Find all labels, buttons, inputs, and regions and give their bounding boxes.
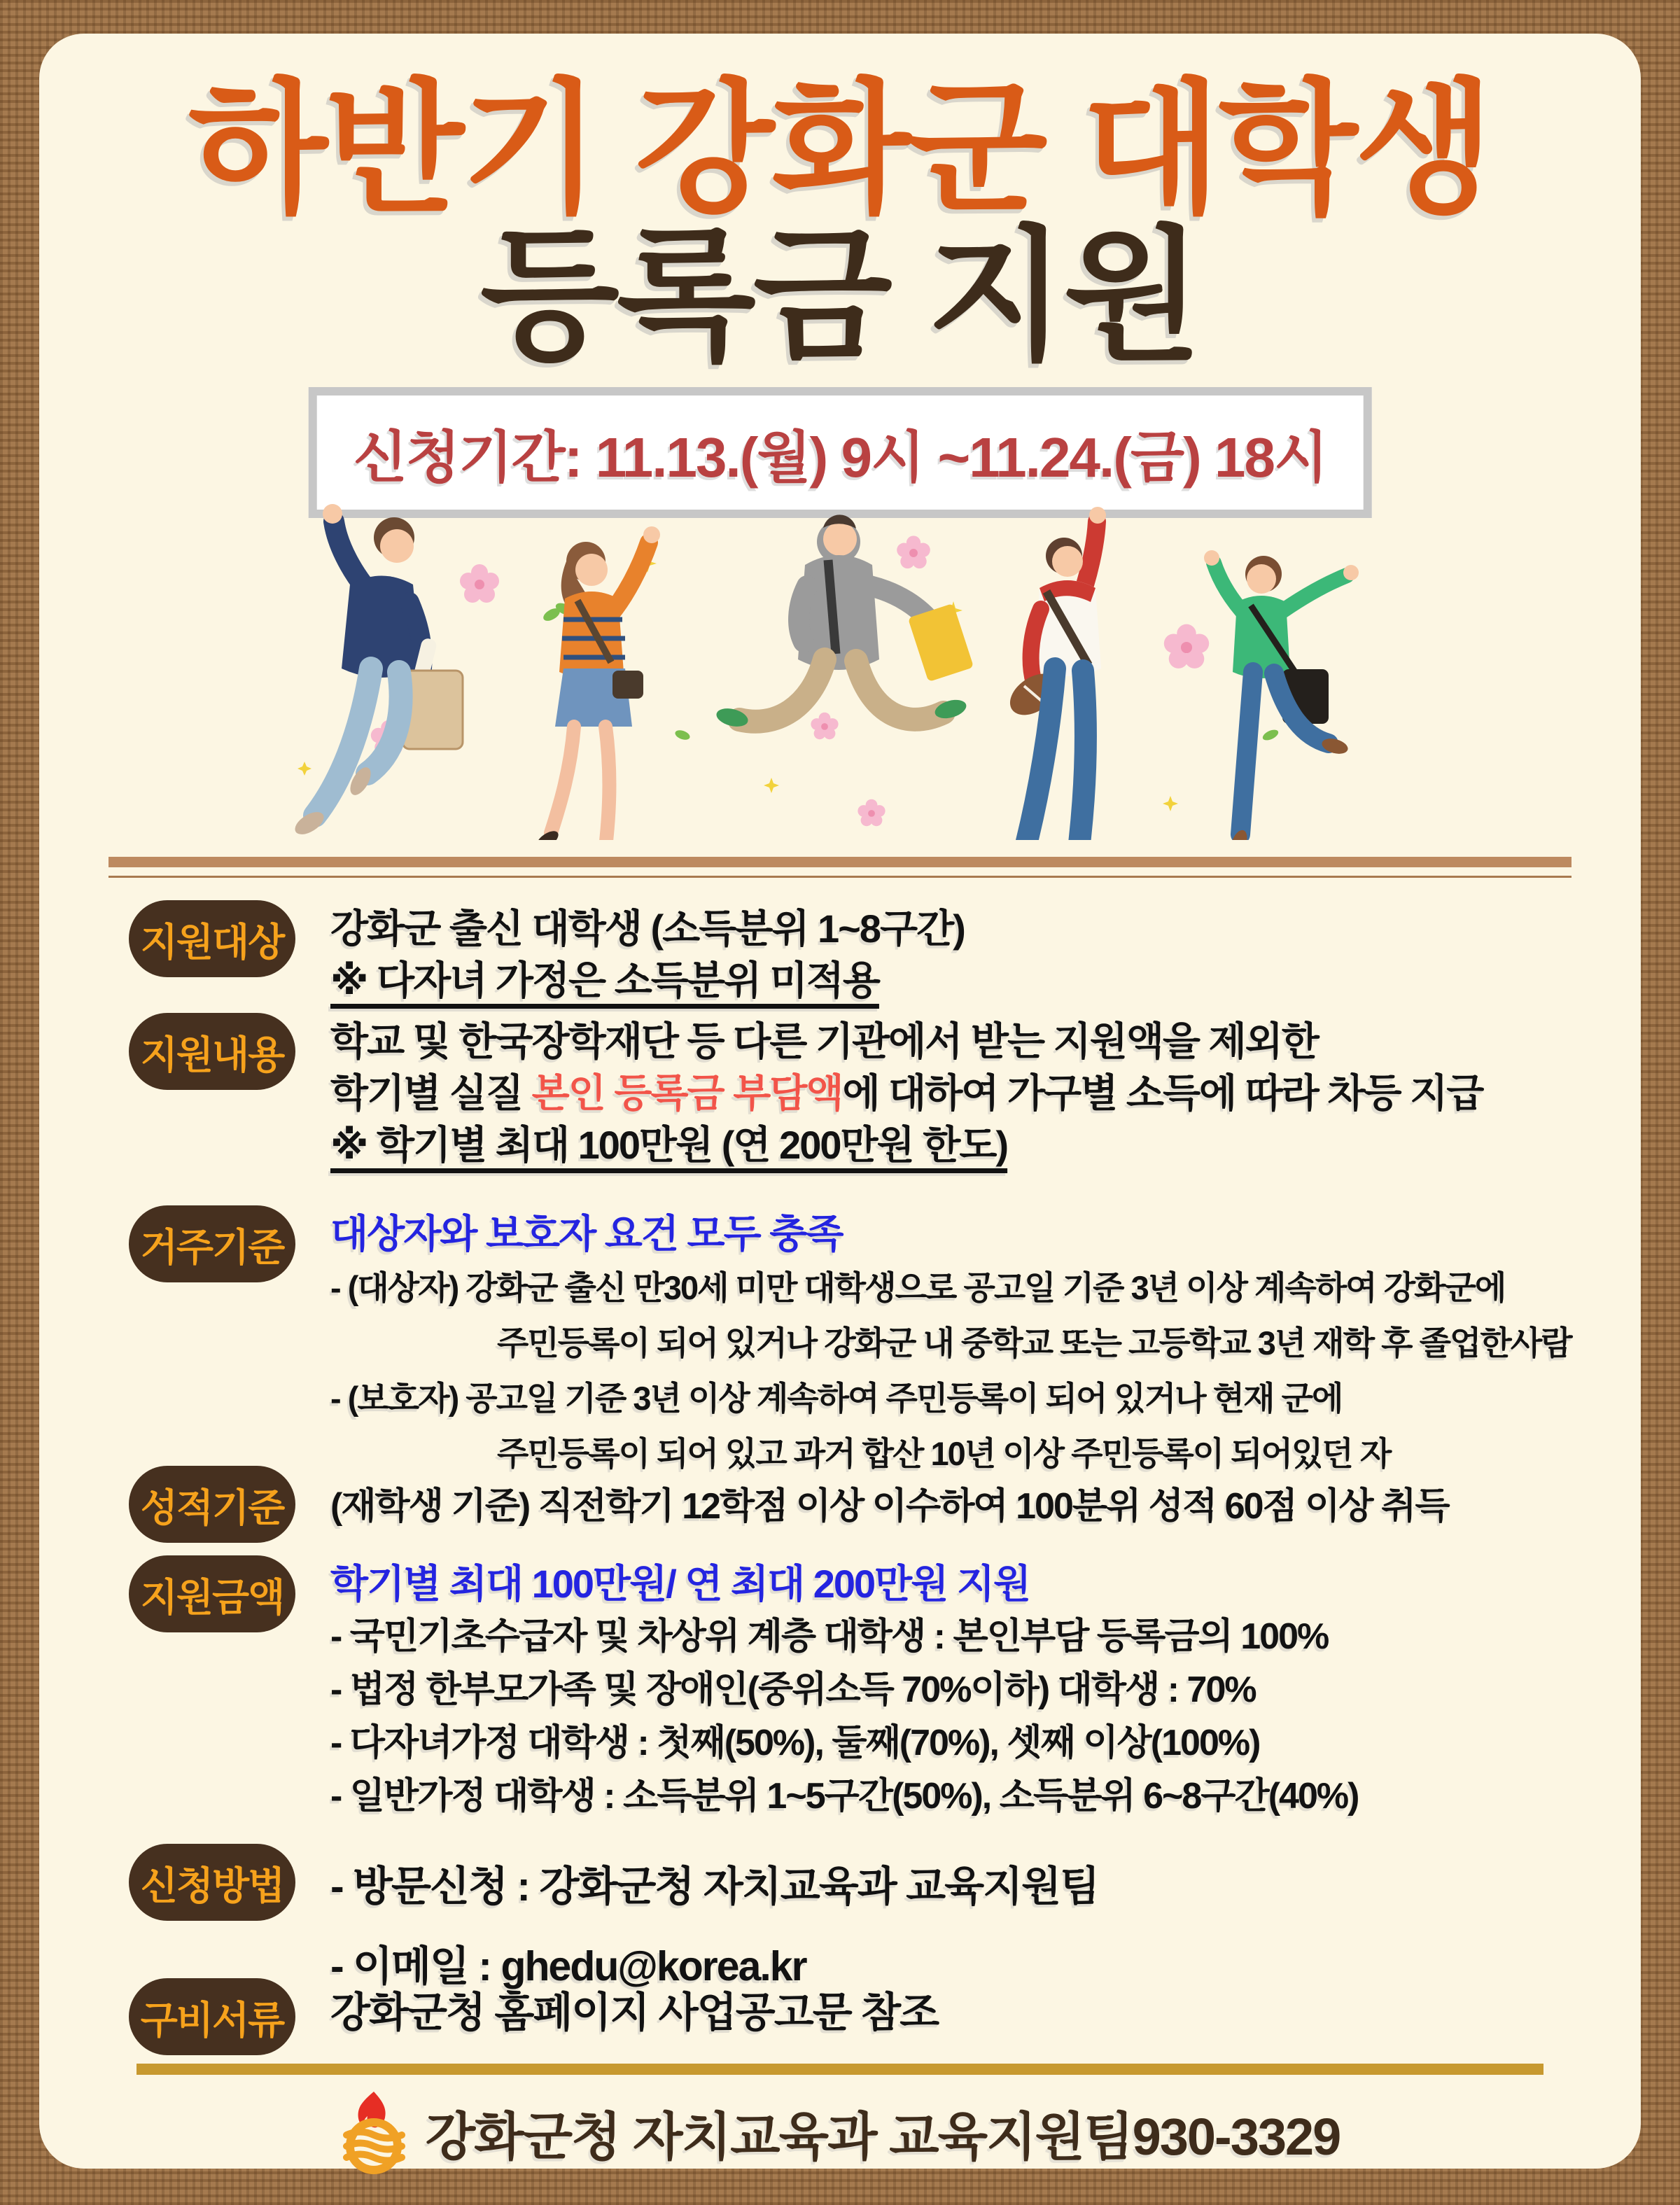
flower-icon (460, 564, 499, 603)
student-figure (1204, 550, 1359, 840)
benefits-line-post: 에 대하여 가구별 소득에 따라 차등 지급 (842, 1071, 1483, 1115)
section-documents (129, 1974, 938, 2055)
flower-icon (897, 536, 930, 568)
apply-badge: 신청방법 (129, 1844, 295, 1921)
section-amount (129, 1551, 1358, 1823)
benefits-line: 학교 및 한국장학재단 등 다른 기관에서 받는 지원액을 제외한 (330, 1019, 1318, 1063)
section-grades (129, 1462, 1449, 1543)
ganghwa-county-logo-icon (340, 2090, 407, 2176)
documents-line: 강화군청 홈페이지 사업공고문 참조 (330, 1989, 939, 2036)
section-benefits (129, 1009, 1483, 1171)
amount-line: - 일반가정 대학생 : 소득분위 1~5구간(50%), 소득분위 6~8구간(40%) (330, 1776, 1359, 1816)
poster-title-line2: 등록금 지원 (479, 216, 1200, 377)
student-figure (291, 504, 463, 839)
benefits-line-red: 본인 등록금 부담액 (531, 1071, 843, 1115)
apply-line: - 방문신청 : 강화군청 자치교육과 교육지원팀 (330, 1863, 1099, 1910)
grades-badge: 성적기준 (129, 1466, 295, 1543)
section-eligibility (129, 896, 965, 1007)
footer-divider (136, 2064, 1544, 2075)
residency-line: - (대상자) 강화군 출신 만30세 미만 대학생으로 공고일 기준 3년 이상 계속하여 강화군에 (330, 1269, 1506, 1306)
eligibility-badge: 지원대상 (129, 900, 295, 977)
amount-line: - 국민기초수급자 및 차상위 계층 대학생 : 본인부담 등록금의 100% (330, 1616, 1329, 1657)
poster-card (39, 34, 1641, 2169)
residency-line: 주민등록이 되어 있고 과거 합산 10년 이상 주민등록이 되어있던 자 (497, 1435, 1391, 1472)
amount-line: - 법정 한부모가족 및 장애인(중위소득 70%이하) 대학생 : 70% (330, 1670, 1256, 1710)
poster-title-line1: 하반기 강화군 대학생 (188, 69, 1492, 230)
documents-badge: 구비서류 (129, 1978, 295, 2055)
benefits-badge: 지원내용 (129, 1013, 295, 1090)
student-figure (1002, 507, 1106, 840)
amount-heading: 학기별 최대 100만원/ 연 최대 200만원 지원 (330, 1562, 1030, 1606)
grades-line: (재학생 기준) 직전학기 12학점 이상 이수하여 100분위 성적 60점 이상 취득 (330, 1486, 1449, 1527)
residency-heading: 대상자와 보호자 요건 모두 충족 (330, 1212, 843, 1256)
eligibility-line: 강화군 출신 대학생 (소득분위 1~8구간) (330, 906, 965, 951)
amount-badge: 지원금액 (129, 1555, 295, 1632)
apply-email-line: - 이메일 : ghedu@korea.kr (330, 1943, 806, 1989)
benefits-line-pre: 학기별 실질 (330, 1071, 532, 1115)
student-figure (715, 514, 974, 729)
flower-icon (811, 713, 838, 739)
divider-thin (108, 876, 1572, 878)
residency-line: - (보호자) 공고일 기준 3년 이상 계속하여 주민등록이 되어 있거나 현재 군에 (330, 1380, 1343, 1417)
footer-contact: 강화군청 자치교육과 교육지원팀930-3329 (425, 2108, 1340, 2166)
eligibility-note: ※ 다자녀 가정은 소득분위 미적용 (330, 958, 879, 1002)
flower-icon (1164, 624, 1209, 668)
benefits-note: ※ 학기별 최대 100만원 (연 200만원 한도) (330, 1123, 1008, 1167)
application-period-box: 신청기간: 11.13.(월) 9시 ~11.24.(금) 18시 (309, 387, 1372, 518)
student-figure (533, 526, 660, 840)
amount-line: - 다자녀가정 대학생 : 첫째(50%), 둘째(70%), 셋째 이상(100%) (330, 1723, 1260, 1763)
residency-badge: 거주기준 (129, 1205, 295, 1282)
flower-icon (858, 799, 885, 827)
students-illustration (238, 504, 1442, 840)
footer (39, 2090, 1641, 2176)
benefits-line-highlight (330, 1068, 1483, 1119)
divider-thick (108, 857, 1572, 867)
section-residency (129, 1201, 1572, 1481)
residency-line: 주민등록이 되어 있거나 강화군 내 중학교 또는 고등학교 3년 재학 후 졸업한사람 (497, 1324, 1572, 1362)
